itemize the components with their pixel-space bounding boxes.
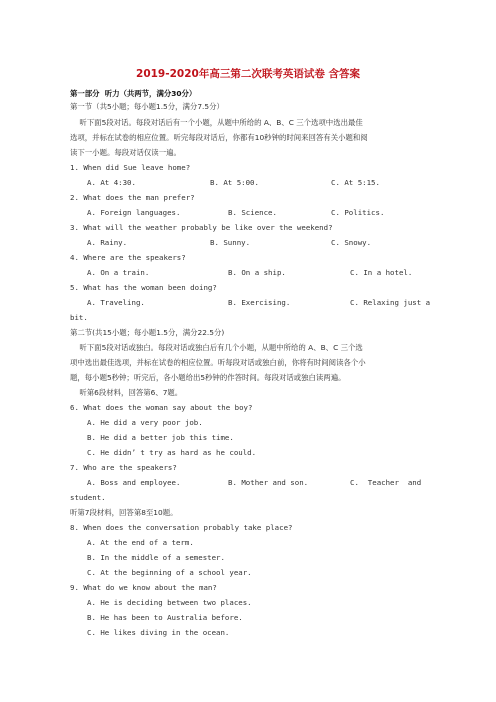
section1-heading: 第一节（共5小题；每小题1.5分，满分7.5分） bbox=[70, 102, 224, 111]
q6-option-c: C. He didn’ t try as hard as he could. bbox=[87, 448, 257, 457]
q5-option-c-continued: bit. bbox=[70, 313, 88, 322]
section1-instructions-line2: 选项，并标在试卷的相应位置。听完每段对话后，你都有10秒钟的时间来回答有关小题和阅 bbox=[70, 133, 368, 142]
q9-option-c: C. He likes diving in the ocean. bbox=[87, 628, 230, 637]
q1-option-c: C. At 5:15. bbox=[331, 178, 380, 187]
q4-option-b: B. On a ship. bbox=[228, 268, 286, 277]
q9-option-b: B. He has been to Australia before. bbox=[87, 613, 243, 622]
question-7: 7. Who are the speakers? bbox=[70, 463, 177, 472]
q9-option-a: A. He is deciding between two places. bbox=[87, 598, 252, 607]
question-2: 2. What does the man prefer? bbox=[70, 193, 195, 202]
section2-instructions-line3: 题，每小题5秒钟；听完后，各小题给出5秒钟的作答时间。每段对话或独白读两遍。 bbox=[70, 373, 346, 382]
q4-option-a: A. On a train. bbox=[87, 268, 150, 277]
q3-option-b: B. Sunny. bbox=[210, 238, 251, 247]
q6-option-b: B. He did a better job this time. bbox=[87, 433, 234, 442]
question-8: 8. When does the conversation probably take place? bbox=[70, 523, 293, 532]
q8-option-a: A. At the end of a term. bbox=[87, 538, 194, 547]
question-5: 5. What has the woman been doing? bbox=[70, 283, 217, 292]
q2-option-a: A. Foreign languages. bbox=[87, 208, 181, 217]
q3-option-a: A. Rainy. bbox=[87, 238, 128, 247]
q8-option-b: B. In the middle of a semester. bbox=[87, 553, 225, 562]
question-6: 6. What does the woman say about the boy? bbox=[70, 403, 253, 412]
question-4: 4. Where are the speakers? bbox=[70, 253, 186, 262]
question-1: 1. When did Sue leave home? bbox=[70, 163, 191, 172]
q5-option-c: C. Relaxing just a bbox=[350, 298, 431, 307]
q7-option-b: B. Mother and son. bbox=[228, 478, 309, 487]
q5-option-a: A. Traveling. bbox=[87, 298, 145, 307]
q7-option-c-continued: student. bbox=[70, 493, 106, 502]
q7-option-c: C. Teacher and bbox=[350, 478, 422, 487]
page-title: 2019-2020年高三第二次联考英语试卷 含答案 bbox=[136, 68, 360, 80]
section1-instructions-line3: 读下一小题。每段对话仅读一遍。 bbox=[70, 148, 181, 157]
q2-option-b: B. Science. bbox=[228, 208, 277, 217]
question-9: 9. What do we know about the man? bbox=[70, 583, 217, 592]
part1-heading: 第一部分 听力（共两节，满分30分） bbox=[70, 89, 197, 98]
material-6-note: 听第6段材料，回答第6、7题。 bbox=[70, 388, 183, 397]
section1-instructions-line1: 听下面5段对话。每段对话后有一个小题，从题中所给的 A、B、C 三个选项中选出最佳 bbox=[70, 118, 363, 127]
q2-option-c: C. Politics. bbox=[331, 208, 385, 217]
section2-heading: 第二节(共15小题；每小题1.5分，满分22.5分) bbox=[70, 328, 225, 337]
q1-option-a: A. At 4:30. bbox=[87, 178, 136, 187]
q7-option-a: A. Boss and employee. bbox=[87, 478, 181, 487]
q4-option-c: C. In a hotel. bbox=[350, 268, 413, 277]
q3-option-c: C. Snowy. bbox=[331, 238, 372, 247]
material-7-note: 听第7段材料，回答第8至10题。 bbox=[70, 508, 178, 517]
q1-option-b: B. At 5:00. bbox=[210, 178, 259, 187]
question-3: 3. What will the weather probably be like over the weekend? bbox=[70, 223, 333, 232]
q8-option-c: C. At the beginning of a school year. bbox=[87, 568, 252, 577]
q5-option-b: B. Exercising. bbox=[228, 298, 291, 307]
section2-instructions-line1: 听下面5段对话或独白。每段对话或独白后有几个小题，从题中所给的 A、B、C 三个选 bbox=[70, 343, 363, 352]
section2-instructions-line2: 项中选出最佳选项，并标在试卷的相应位置。听每段对话或独白前，你将有时间阅读各个小 bbox=[70, 358, 366, 367]
q6-option-a: A. He did a very poor job. bbox=[87, 418, 203, 427]
